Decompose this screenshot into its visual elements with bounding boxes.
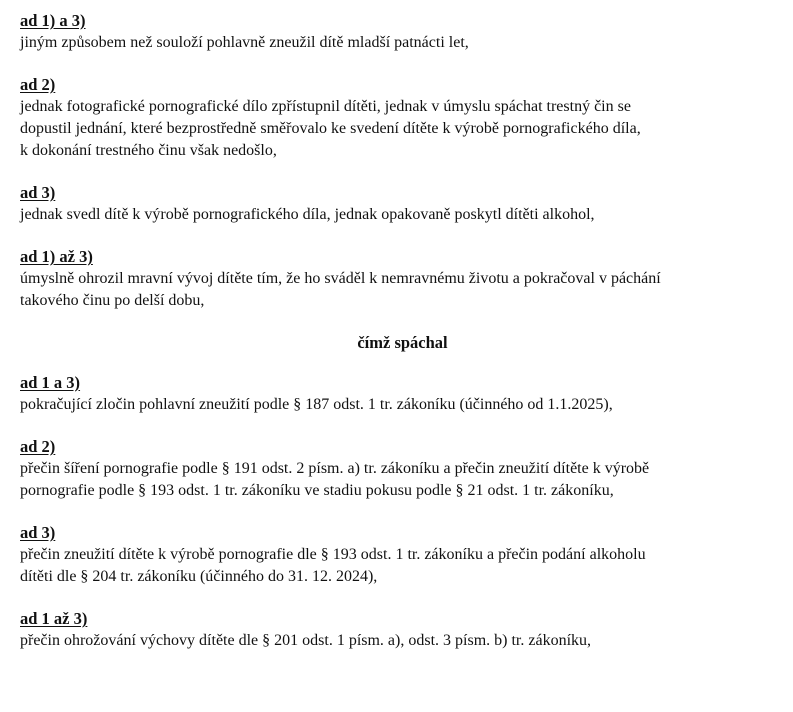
section-text-line: takového činu po delší dobu, <box>20 292 205 309</box>
section-text-line: přečin šíření pornografie podle § 191 odst. 2 písm. a) tr. zákoníku a přečin zneužití dítěte k výrobě <box>20 460 650 477</box>
section-heading: ad 2) <box>20 437 56 456</box>
center-title: čímž spáchal <box>357 333 448 352</box>
section-ad-1-az-3-act <box>20 246 785 312</box>
section-ad-3-offense <box>20 522 785 588</box>
section-text-line: dopustil jednání, které bezprostředně směřovalo ke svedení dítěte k výrobě pornografického díla, <box>20 120 641 137</box>
section-ad-1-a-3-offense <box>20 372 785 416</box>
section-heading: ad 2) <box>20 75 56 94</box>
section-text-line: dítěti dle § 204 tr. zákoníku (účinného do 31. 12. 2024), <box>20 568 378 585</box>
section-ad-1-a-3-act <box>20 10 785 54</box>
section-text-line: přečin ohrožování výchovy dítěte dle § 201 odst. 1 písm. a), odst. 3 písm. b) tr. zákoníku, <box>20 632 592 649</box>
section-text-line: přečin zneužití dítěte k výrobě pornografie dle § 193 odst. 1 tr. zákoníku a přečin podání alkoholu <box>20 546 646 563</box>
section-heading: ad 1 až 3) <box>20 609 88 628</box>
section-ad-2-act <box>20 74 785 162</box>
section-text-line: pornografie podle § 193 odst. 1 tr. zákoníku ve stadiu pokusu podle § 21 odst. 1 tr. zákoníku, <box>20 482 614 499</box>
section-heading: ad 1) a 3) <box>20 11 86 30</box>
section-heading: ad 3) <box>20 183 56 202</box>
section-heading: ad 1) až 3) <box>20 247 93 266</box>
section-ad-2-offense <box>20 436 785 502</box>
section-heading: ad 1 a 3) <box>20 373 81 392</box>
section-text-line: jiným způsobem než souloží pohlavně zneužil dítě mladší patnácti let, <box>20 34 469 51</box>
section-text-line: pokračující zločin pohlavní zneužití podle § 187 odst. 1 tr. zákoníku (účinného od 1.1.2025), <box>20 396 613 413</box>
section-text-line: jednak svedl dítě k výrobě pornografického díla, jednak opakovaně poskytl dítěti alkohol, <box>20 206 595 223</box>
section-text-line: jednak fotografické pornografické dílo zpřístupnil dítěti, jednak v úmyslu spáchat trestný čin se <box>20 98 631 115</box>
section-text-line: k dokonání trestného činu však nedošlo, <box>20 142 277 159</box>
section-heading: ad 3) <box>20 523 56 542</box>
section-text-line: úmyslně ohrozil mravní vývoj dítěte tím, že ho sváděl k nemravnému životu a pokračoval v páchání <box>20 270 661 287</box>
document-page <box>20 10 785 672</box>
section-ad-1-az-3-offense <box>20 608 785 652</box>
section-ad-3-act <box>20 182 785 226</box>
